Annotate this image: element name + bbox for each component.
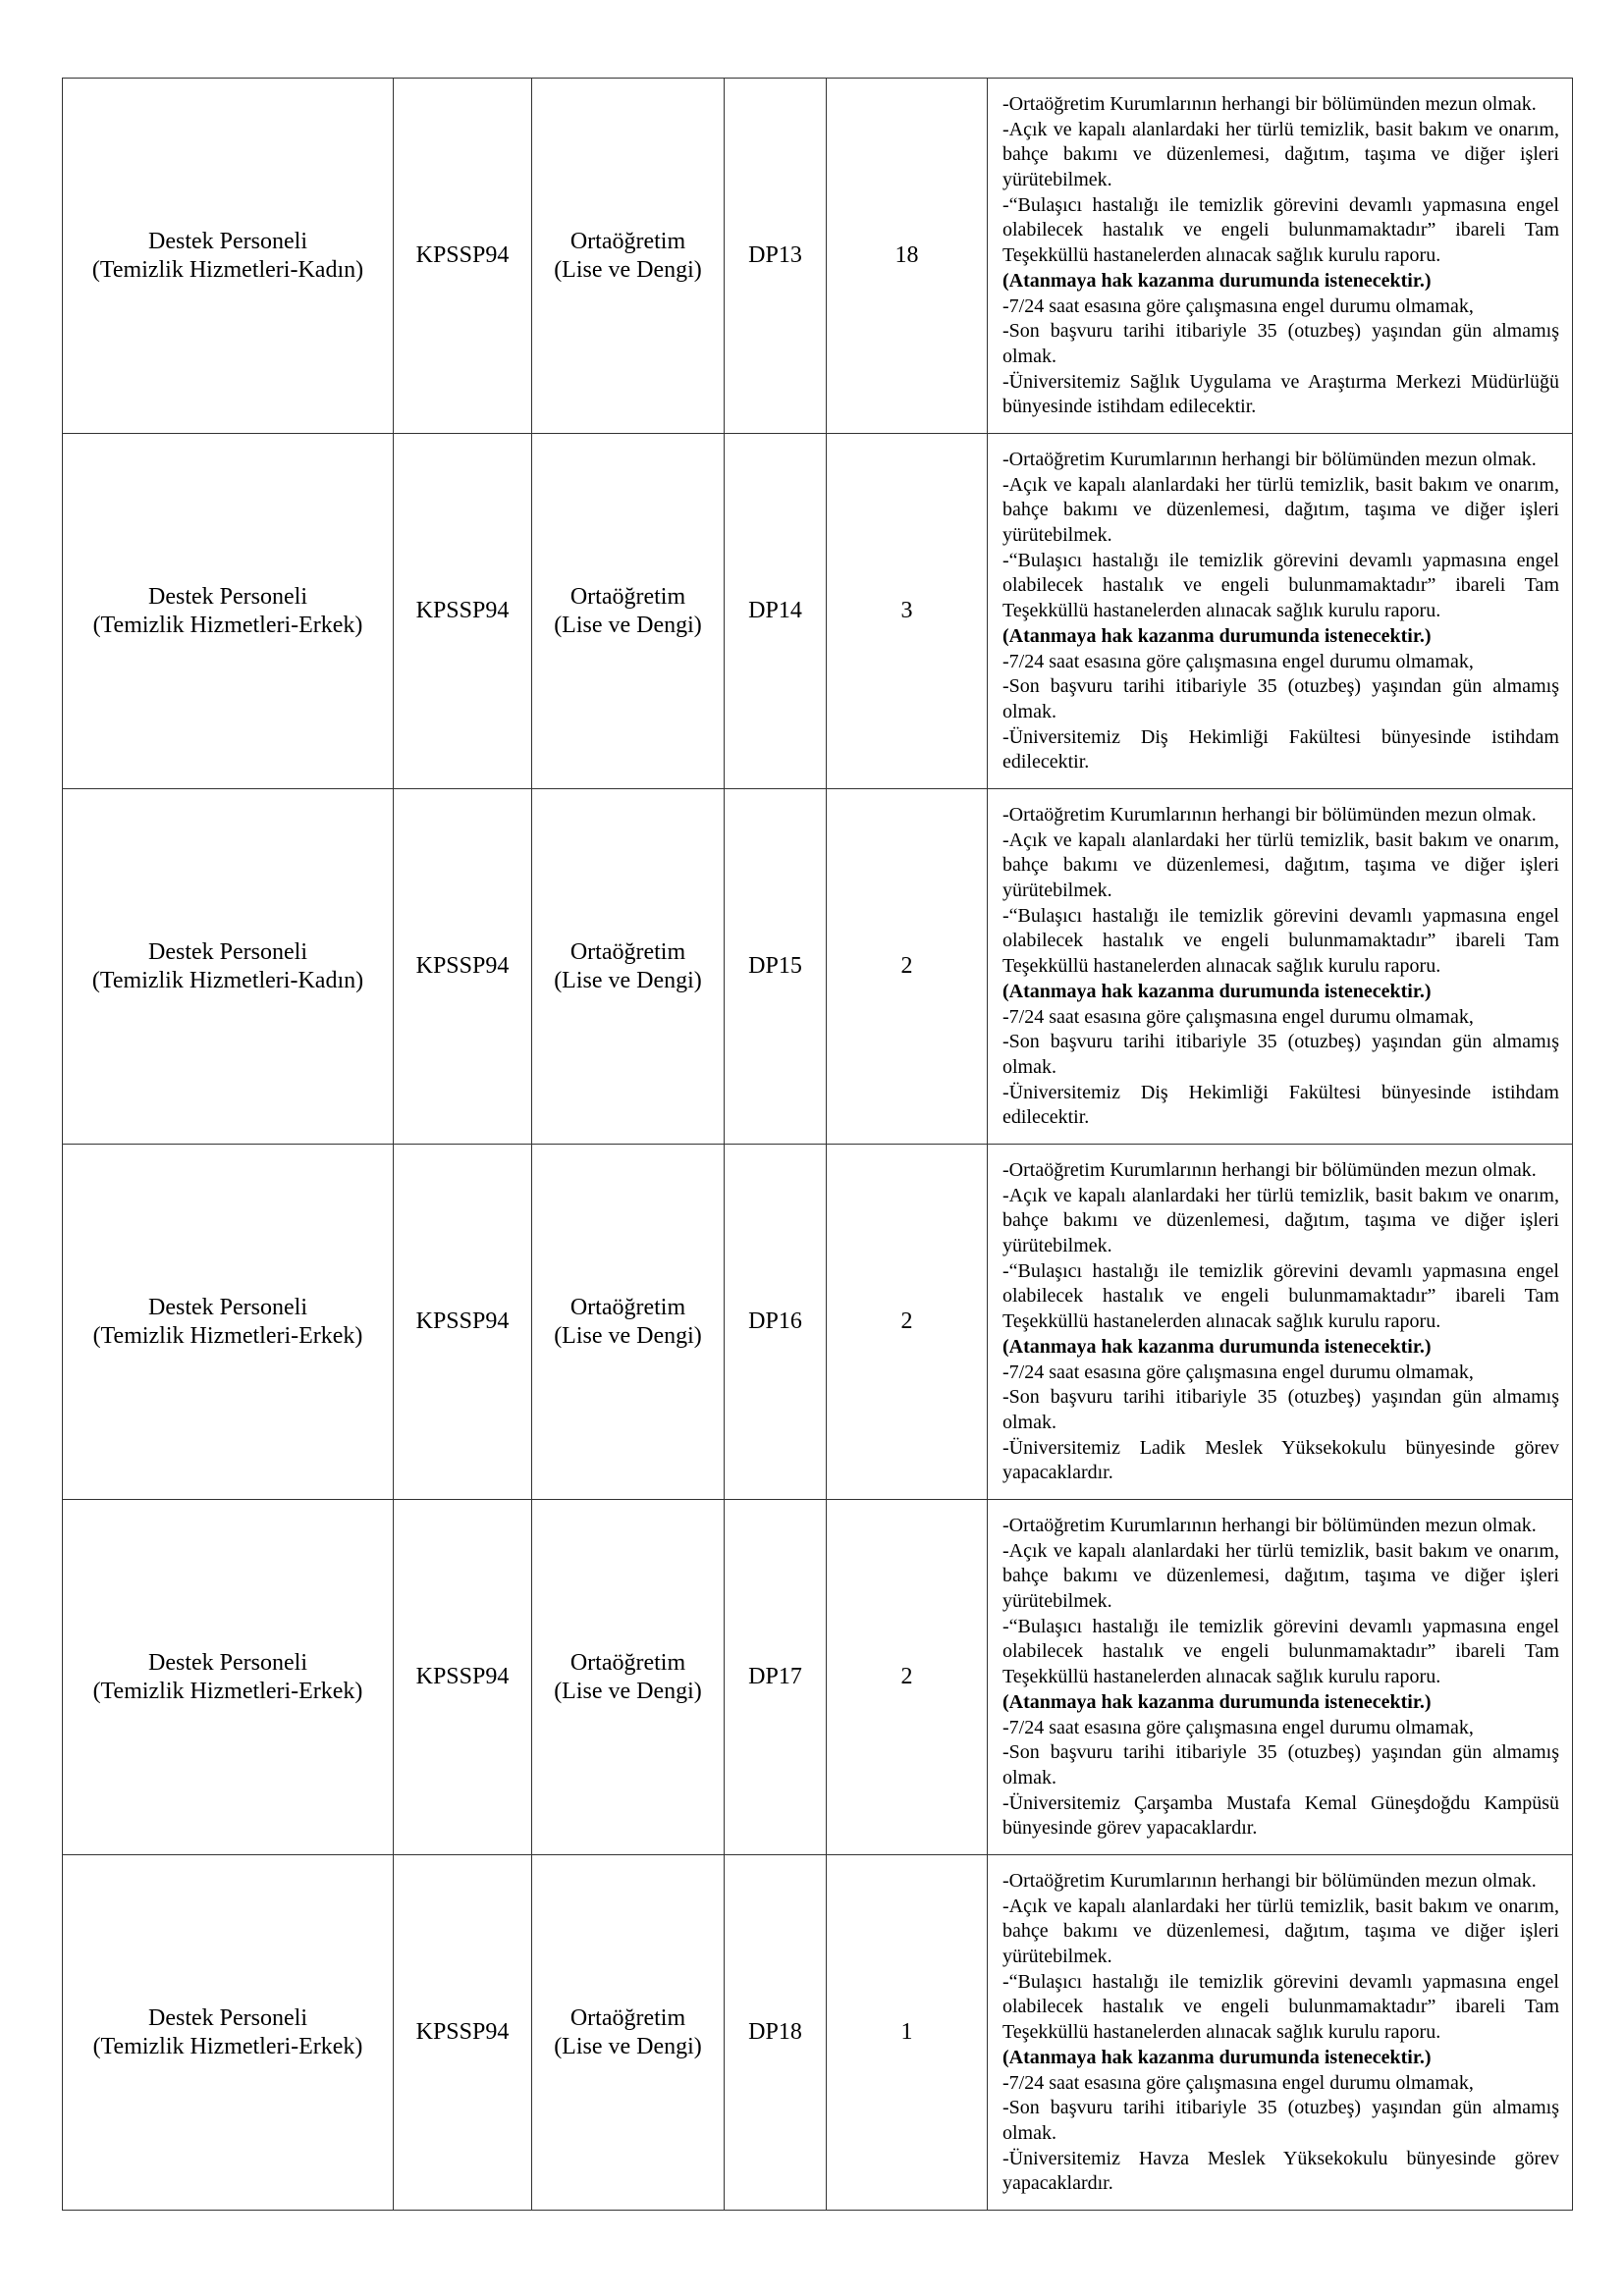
requirement-duties: -Açık ve kapalı alanlardaki her türlü temizlik, basit bakım ve onarım, bahçe bakımı ve düzenlemesi, dağıtım, taşıma ve diğer işleri yürütebilmek. [1002,473,1559,547]
requirement-workplace: -Üniversitemiz Havza Meslek Yüksekokulu bünyesinde görev yapacaklardır. [1002,2147,1559,2195]
requirement-workplace: -Üniversitemiz Sağlık Uygulama ve Araştırma Merkezi Müdürlüğü bünyesinde istihdam edilecektir. [1002,370,1559,418]
kpss-score-type: KPSSP94 [394,79,532,434]
position-subtitle: (Temizlik Hizmetleri-Erkek) [92,2033,363,2059]
position-code: DP13 [725,79,827,434]
education-level: Ortaöğretim [569,583,686,610]
education-cell [532,434,725,789]
requirement-note [1002,624,1559,650]
kpss-score-type: KPSSP94 [394,434,532,789]
requirement-note-text: (Atanmaya hak kazanma durumunda istenecektir.) [1002,1335,1432,1358]
requirement-age: -Son başvuru tarihi itibariyle 35 (otuzbeş) yaşından gün almamış olmak. [1002,320,1559,367]
requirement-workplace: -Üniversitemiz Çarşamba Mustafa Kemal Güneşdoğdu Kampüsü bünyesinde görev yapacaklardır. [1002,1791,1559,1840]
table-row [63,1500,1573,1855]
position-title-cell [63,79,394,434]
requirement-graduation: -Ortaöğretim Kurumlarının herhangi bir bölümünden mezun olmak. [1002,92,1537,115]
requirements-cell [988,1500,1573,1855]
position-title: Destek Personeli [148,228,307,254]
requirement-note [1002,1335,1559,1361]
position-count: 2 [827,1145,988,1500]
requirement-shift: -7/24 saat esasına göre çalışmasına engel durumu olmamak, [1002,2071,1474,2094]
requirement-note-text: (Atanmaya hak kazanma durumunda istenecektir.) [1002,2046,1432,2068]
position-count: 3 [827,434,988,789]
position-count: 1 [827,1855,988,2211]
table-body [63,79,1573,2211]
requirement-health-report: -“Bulaşıcı hastalığı ile temizlik görevini devamlı yapmasına engel olabilecek hastalık ve engeli bulunmamaktadır” ibareli Tam Teşekküllü hastanelerden alınacak sağlık kurulu raporu. [1002,1259,1559,1333]
requirements-list [988,1513,1572,1842]
education-detail: (Lise ve Dengi) [554,1322,702,1349]
position-title-cell [63,434,394,789]
position-code: DP15 [725,789,827,1145]
position-code: DP17 [725,1500,827,1855]
requirement-note [1002,1690,1559,1716]
requirement-age: -Son başvuru tarihi itibariyle 35 (otuzbeş) yaşından gün almamış olmak. [1002,2097,1559,2144]
requirement-age: -Son başvuru tarihi itibariyle 35 (otuzbeş) yaşından gün almamış olmak. [1002,1031,1559,1078]
requirement-age: -Son başvuru tarihi itibariyle 35 (otuzbeş) yaşından gün almamış olmak. [1002,1386,1559,1433]
requirement-health-report: -“Bulaşıcı hastalığı ile temizlik görevini devamlı yapmasına engel olabilecek hastalık ve engeli bulunmamaktadır” ibareli Tam Teşekküllü hastanelerden alınacak sağlık kurulu raporu. [1002,1970,1559,2044]
table-row [63,1145,1573,1500]
position-count: 2 [827,789,988,1145]
requirement-shift: -7/24 saat esasına göre çalışmasına engel durumu olmamak, [1002,650,1474,672]
requirement-note-text: (Atanmaya hak kazanma durumunda istenecektir.) [1002,980,1432,1002]
education-cell [532,1500,725,1855]
requirements-cell [988,1145,1573,1500]
education-detail: (Lise ve Dengi) [554,1678,702,1704]
table-row [63,79,1573,434]
education-cell [532,79,725,434]
requirement-shift: -7/24 saat esasına göre çalışmasına engel durumu olmamak, [1002,294,1474,317]
kpss-score-type: KPSSP94 [394,1145,532,1500]
position-title-cell [63,789,394,1145]
requirement-health-report: -“Bulaşıcı hastalığı ile temizlik görevini devamlı yapmasına engel olabilecek hastalık ve engeli bulunmamaktadır” ibareli Tam Teşekküllü hastanelerden alınacak sağlık kurulu raporu. [1002,193,1559,267]
position-title-cell [63,1855,394,2211]
education-cell [532,789,725,1145]
requirement-note-text: (Atanmaya hak kazanma durumunda istenecektir.) [1002,624,1432,647]
requirement-health-report: -“Bulaşıcı hastalığı ile temizlik görevini devamlı yapmasına engel olabilecek hastalık ve engeli bulunmamaktadır” ibareli Tam Teşekküllü hastanelerden alınacak sağlık kurulu raporu. [1002,904,1559,978]
position-subtitle: (Temizlik Hizmetleri-Erkek) [92,612,363,638]
position-subtitle: (Temizlik Hizmetleri-Erkek) [92,1678,363,1704]
requirement-note-text: (Atanmaya hak kazanma durumunda istenecektir.) [1002,269,1432,292]
position-title: Destek Personeli [148,583,307,610]
table-row [63,1855,1573,2211]
requirement-age: -Son başvuru tarihi itibariyle 35 (otuzbeş) yaşından gün almamış olmak. [1002,675,1559,722]
requirement-note-text: (Atanmaya hak kazanma durumunda istenecektir.) [1002,1690,1432,1713]
position-subtitle: (Temizlik Hizmetleri-Erkek) [92,1322,363,1349]
education-level: Ortaöğretim [569,1294,686,1320]
requirement-duties: -Açık ve kapalı alanlardaki her türlü temizlik, basit bakım ve onarım, bahçe bakımı ve düzenlemesi, dağıtım, taşıma ve diğer işleri yürütebilmek. [1002,828,1559,902]
kpss-score-type: KPSSP94 [394,789,532,1145]
kpss-score-type: KPSSP94 [394,1500,532,1855]
requirements-list [988,447,1572,775]
position-title-cell [63,1145,394,1500]
education-cell [532,1145,725,1500]
position-code: DP14 [725,434,827,789]
education-detail: (Lise ve Dengi) [554,2033,702,2059]
requirements-cell [988,789,1573,1145]
requirement-health-report: -“Bulaşıcı hastalığı ile temizlik görevini devamlı yapmasına engel olabilecek hastalık ve engeli bulunmamaktadır” ibareli Tam Teşekküllü hastanelerden alınacak sağlık kurulu raporu. [1002,549,1559,622]
requirement-shift: -7/24 saat esasına göre çalışmasına engel durumu olmamak, [1002,1005,1474,1028]
education-level: Ortaöğretim [569,938,686,965]
position-count: 2 [827,1500,988,1855]
education-level: Ortaöğretim [569,2004,686,2031]
education-detail: (Lise ve Dengi) [554,256,702,283]
requirement-graduation: -Ortaöğretim Kurumlarının herhangi bir bölümünden mezun olmak. [1002,1158,1537,1181]
requirements-cell [988,434,1573,789]
requirement-workplace: -Üniversitemiz Ladik Meslek Yüksekokulu bünyesinde görev yapacaklardır. [1002,1436,1559,1484]
requirements-cell [988,79,1573,434]
requirements-list [988,802,1572,1131]
requirement-graduation: -Ortaöğretim Kurumlarının herhangi bir bölümünden mezun olmak. [1002,1869,1537,1892]
requirement-graduation: -Ortaöğretim Kurumlarının herhangi bir bölümünden mezun olmak. [1002,803,1537,826]
requirements-list [988,1868,1572,2197]
requirements-cell [988,1855,1573,2211]
requirement-duties: -Açık ve kapalı alanlardaki her türlü temizlik, basit bakım ve onarım, bahçe bakımı ve düzenlemesi, dağıtım, taşıma ve diğer işleri yürütebilmek. [1002,1895,1559,1968]
education-level: Ortaöğretim [569,228,686,254]
requirement-workplace: -Üniversitemiz Diş Hekimliği Fakültesi bünyesinde istihdam edilecektir. [1002,1081,1559,1129]
kpss-score-type: KPSSP94 [394,1855,532,2211]
table-row [63,434,1573,789]
requirement-health-report: -“Bulaşıcı hastalığı ile temizlik görevini devamlı yapmasına engel olabilecek hastalık ve engeli bulunmamaktadır” ibareli Tam Teşekküllü hastanelerden alınacak sağlık kurulu raporu. [1002,1615,1559,1688]
requirement-duties: -Açık ve kapalı alanlardaki her türlü temizlik, basit bakım ve onarım, bahçe bakımı ve düzenlemesi, dağıtım, taşıma ve diğer işleri yürütebilmek. [1002,1184,1559,1257]
position-code: DP16 [725,1145,827,1500]
requirements-list [988,91,1572,420]
education-cell [532,1855,725,2211]
requirement-graduation: -Ortaöğretim Kurumlarının herhangi bir bölümünden mezun olmak. [1002,448,1537,470]
requirement-graduation: -Ortaöğretim Kurumlarının herhangi bir bölümünden mezun olmak. [1002,1514,1537,1536]
requirement-note [1002,2046,1559,2071]
position-title-cell [63,1500,394,1855]
requirement-shift: -7/24 saat esasına göre çalışmasına engel durumu olmamak, [1002,1361,1474,1383]
requirement-note [1002,269,1559,294]
position-count: 18 [827,79,988,434]
table-row [63,789,1573,1145]
requirement-note [1002,980,1559,1005]
job-postings-table [62,78,1573,2211]
requirement-workplace: -Üniversitemiz Diş Hekimliği Fakültesi bünyesinde istihdam edilecektir. [1002,725,1559,774]
position-subtitle: (Temizlik Hizmetleri-Kadın) [91,256,364,283]
education-detail: (Lise ve Dengi) [554,967,702,993]
requirement-duties: -Açık ve kapalı alanlardaki her türlü temizlik, basit bakım ve onarım, bahçe bakımı ve düzenlemesi, dağıtım, taşıma ve diğer işleri yürütebilmek. [1002,118,1559,191]
education-level: Ortaöğretim [569,1649,686,1676]
requirement-shift: -7/24 saat esasına göre çalışmasına engel durumu olmamak, [1002,1716,1474,1738]
position-title: Destek Personeli [148,2004,307,2031]
education-detail: (Lise ve Dengi) [554,612,702,638]
requirements-list [988,1157,1572,1486]
position-title: Destek Personeli [148,1294,307,1320]
position-title: Destek Personeli [148,1649,307,1676]
requirement-duties: -Açık ve kapalı alanlardaki her türlü temizlik, basit bakım ve onarım, bahçe bakımı ve düzenlemesi, dağıtım, taşıma ve diğer işleri yürütebilmek. [1002,1539,1559,1613]
requirement-age: -Son başvuru tarihi itibariyle 35 (otuzbeş) yaşından gün almamış olmak. [1002,1741,1559,1789]
position-title: Destek Personeli [148,938,307,965]
position-subtitle: (Temizlik Hizmetleri-Kadın) [91,967,364,993]
position-code: DP18 [725,1855,827,2211]
